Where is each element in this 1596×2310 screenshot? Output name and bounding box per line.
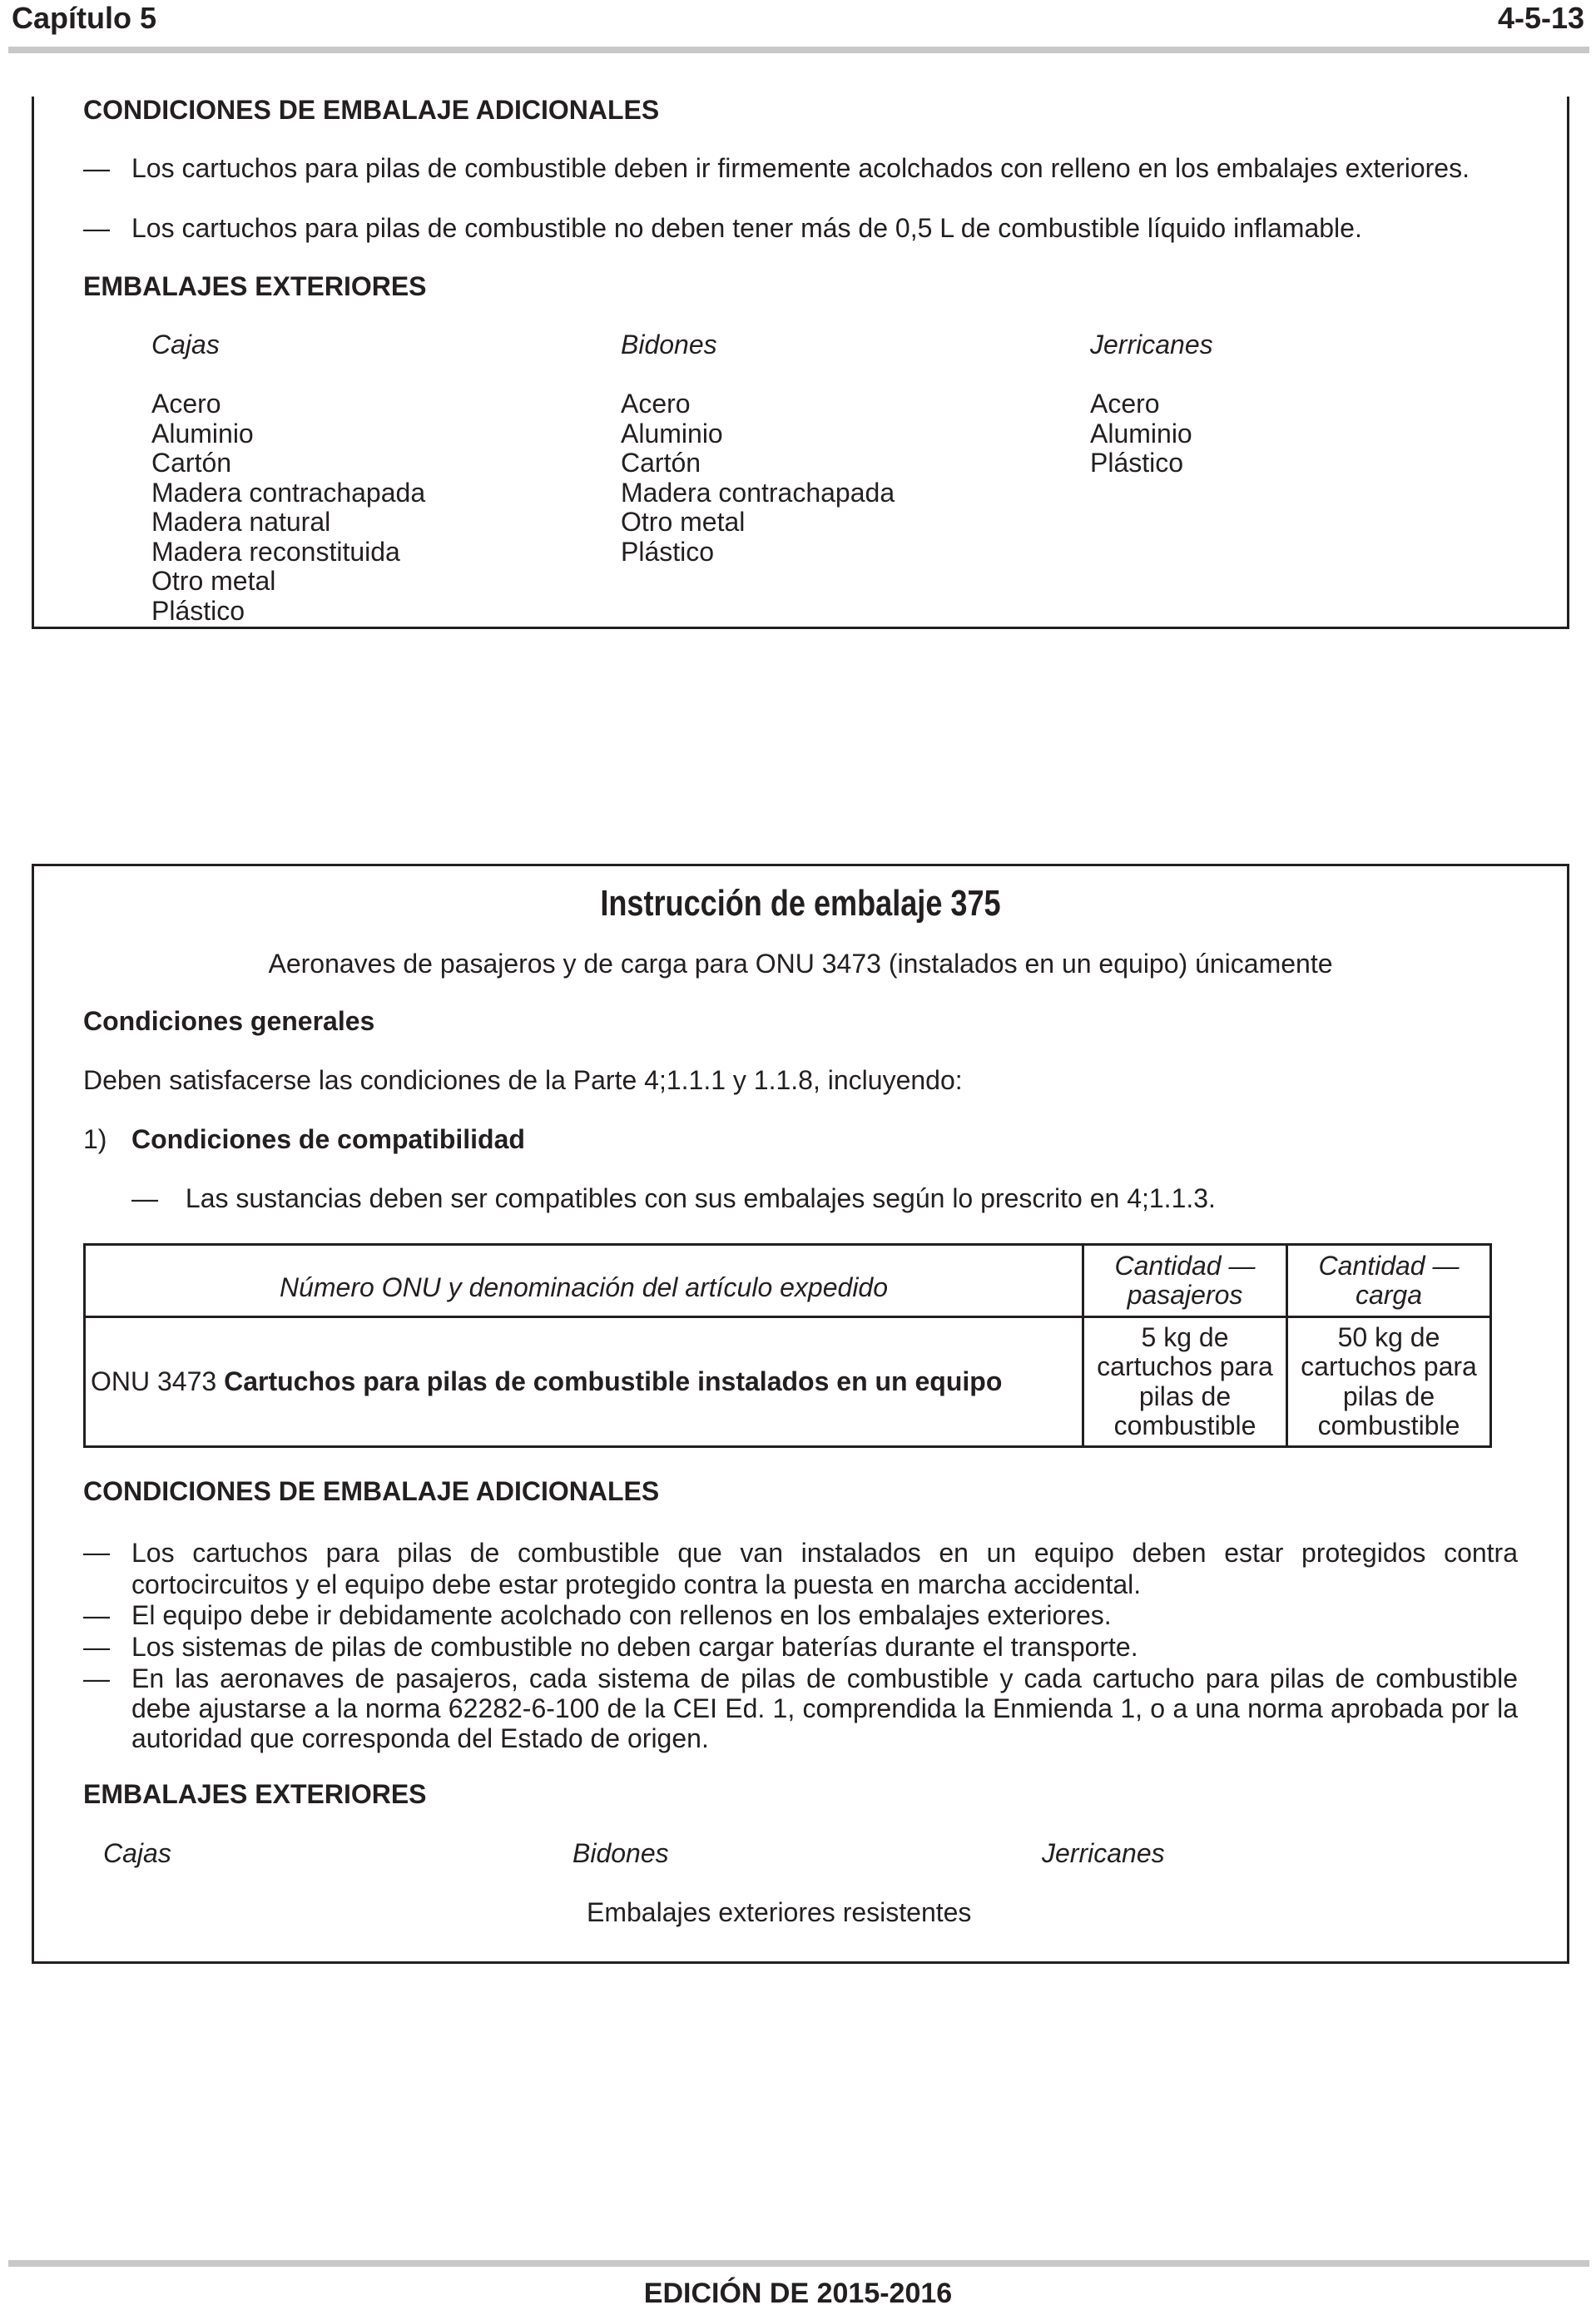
compat-number: 1) — [83, 1124, 107, 1154]
outer-packaging-heading: EMBALAJES EXTERIORES — [83, 271, 427, 301]
packaging-column-cajas — [151, 330, 425, 625]
instruction-subtitle: Aeronaves de pasajeros y de carga para ONU 3473 (instalados en un equipo) únicamente — [268, 949, 1333, 979]
outer-title-jerricanes: Jerricanes — [1042, 1838, 1165, 1868]
outer-title-cajas: Cajas — [103, 1838, 171, 1868]
table-row — [85, 1317, 1491, 1447]
material-item: Madera natural — [151, 507, 331, 537]
column-title: Cajas — [151, 330, 220, 359]
additional-condition-item — [83, 1632, 1518, 1662]
material-item: Plástico — [151, 595, 245, 626]
dash-marker: — — [83, 1600, 110, 1630]
material-item: Plástico — [621, 536, 715, 567]
packaging-column-bidones — [621, 330, 895, 566]
material-item: Acero — [151, 389, 221, 419]
packaging-column-jerricanes — [1090, 330, 1213, 478]
general-conditions-text: Deben satisfacerse las condiciones de la Parte 4;1.1.1 y 1.1.8, incluyendo: — [83, 1065, 963, 1095]
material-item: Aluminio — [1090, 418, 1192, 449]
material-item: Madera reconstituida — [151, 536, 400, 567]
outer-packaging-heading: EMBALAJES EXTERIORES — [83, 1779, 427, 1809]
condition-text: En las aeronaves de pasajeros, cada sistema de pilas de combustible y cada cartucho para pilas de combustible debe ajustarse a la norma 62282-6-100 de la CEI Ed. 1, comprendida la Enmienda 1, o a una norma aprobada por la autoridad que corresponda del Estado de origen. — [131, 1663, 1518, 1753]
material-item: Aluminio — [151, 418, 254, 449]
header-cargo-qty: Cantidad — carga — [1287, 1245, 1491, 1317]
column-title: Bidones — [621, 330, 717, 359]
pax-qty-cell: 5 kg de cartuchos para pilas de combustible — [1083, 1317, 1287, 1447]
instruction-title-wrap — [32, 883, 1569, 924]
dash-marker: — — [83, 1632, 110, 1662]
header-rule — [8, 47, 1589, 53]
cargo-qty-cell: 50 kg de cartuchos para pilas de combustible — [1287, 1317, 1491, 1447]
column-title: Jerricanes — [1090, 330, 1213, 359]
outer-title-bidones: Bidones — [572, 1838, 669, 1868]
material-item: Otro metal — [621, 507, 746, 537]
un-entry-cell — [85, 1317, 1083, 1447]
additional-conditions-heading: CONDICIONES DE EMBALAJE ADICIONALES — [83, 1476, 660, 1506]
material-item: Cartón — [151, 448, 232, 478]
un-proper-name: Cartuchos para pilas de combustible instalados en un equipo — [224, 1366, 1003, 1396]
compat-heading: Condiciones de compatibilidad — [131, 1124, 525, 1154]
table-header-row — [85, 1245, 1491, 1317]
dash-marker: — — [83, 213, 110, 243]
additional-condition-item — [83, 1537, 1518, 1600]
material-item: Madera contrachapada — [621, 477, 895, 508]
dash-marker: — — [83, 1537, 110, 1567]
condition-text: Los cartuchos para pilas de combustible deben ir firmemente acolchados con relleno en los embalajes exteriores. — [131, 153, 1470, 183]
material-item: Madera contrachapada — [151, 477, 426, 508]
condition-text: Los sistemas de pilas de combustible no deben cargar baterías durante el transporte. — [131, 1632, 1138, 1662]
header-pax-qty: Cantidad — pasajeros — [1083, 1245, 1287, 1317]
material-item: Acero — [1090, 389, 1160, 419]
instruction-title: Instrucción de embalaje 375 — [600, 883, 1001, 924]
material-item: Otro metal — [151, 566, 276, 596]
edition-footer: EDICIÓN DE 2015-2016 — [643, 2278, 953, 2309]
header-un-name: Número ONU y denominación del artículo expedido — [85, 1245, 1083, 1317]
additional-condition-item — [83, 1663, 1518, 1753]
additional-condition-item — [83, 213, 1518, 243]
additional-condition-item — [83, 1600, 1518, 1630]
condition-text: El equipo debe ir debidamente acolchado con rellenos en los embalajes exteriores. — [131, 1600, 1112, 1630]
condition-text: Los cartuchos para pilas de combustible que van instalados en un equipo deben estar protegidos contra cortocircuitos y el equipo debe estar protegido contra la puesta en marcha accidental. — [131, 1538, 1518, 1599]
chapter-label: Capítulo 5 — [12, 1, 157, 35]
dash-marker: — — [131, 1183, 158, 1213]
dash-marker: — — [83, 153, 110, 183]
material-item: Plástico — [1090, 448, 1184, 478]
footer-rule — [8, 2260, 1589, 2267]
un-number: ONU 3473 — [91, 1366, 217, 1396]
additional-condition-item — [83, 153, 1518, 183]
dash-marker: — — [83, 1663, 110, 1693]
condition-text: Los cartuchos para pilas de combustible no deben tener más de 0,5 L de combustible líquido inflamable. — [131, 213, 1362, 243]
page-number: 4-5-13 — [1497, 1, 1584, 35]
general-conditions-heading: Condiciones generales — [83, 1006, 375, 1036]
material-item: Cartón — [621, 448, 701, 478]
compat-item — [131, 1183, 1216, 1213]
additional-conditions-heading: CONDICIONES DE EMBALAJE ADICIONALES — [83, 95, 660, 125]
compat-item-text: Las sustancias deben ser compatibles con sus embalajes según lo prescrito en 4;1.1.3. — [185, 1183, 1216, 1213]
material-item: Aluminio — [621, 418, 723, 449]
material-item: Acero — [621, 389, 691, 419]
un-quantity-table — [83, 1243, 1492, 1448]
outer-packaging-note: Embalajes exteriores resistentes — [587, 1897, 972, 1927]
